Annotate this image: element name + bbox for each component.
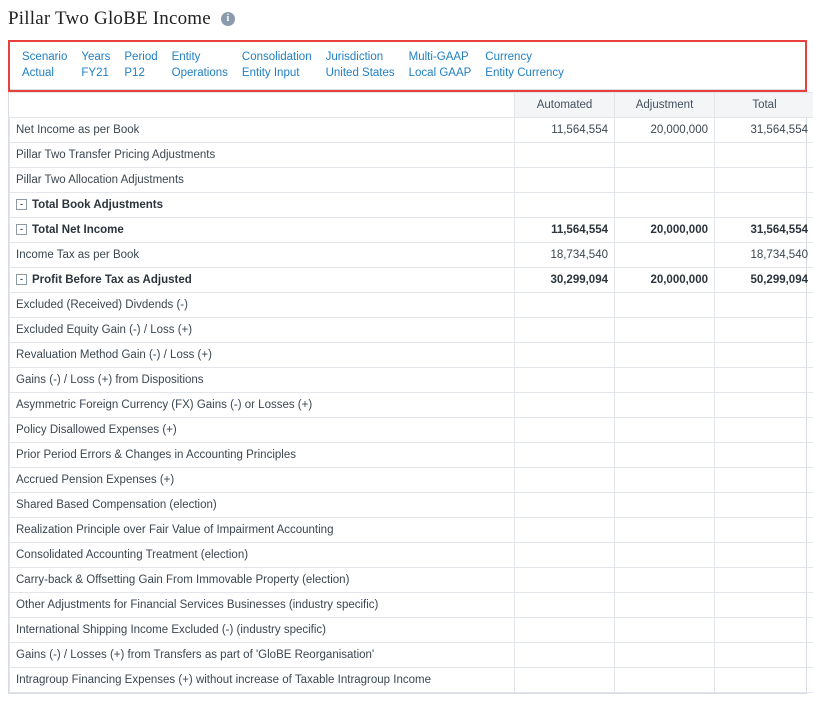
row-label-cell[interactable]: [10, 568, 515, 593]
grid-header-row: [10, 93, 813, 118]
row-label-cell[interactable]: [10, 643, 515, 668]
cell-automated[interactable]: [515, 343, 615, 368]
table-row[interactable]: [10, 493, 813, 518]
cell-total[interactable]: [715, 543, 813, 568]
table-row[interactable]: [10, 643, 813, 668]
table-row[interactable]: [10, 193, 813, 218]
cell-adjustment[interactable]: 20,000,000: [615, 118, 715, 143]
cell-adjustment[interactable]: [615, 193, 715, 218]
row-label-cell[interactable]: [10, 268, 515, 293]
row-label: Net Income as per Book: [16, 123, 140, 136]
cell-automated[interactable]: [515, 168, 615, 193]
row-label: Excluded Equity Gain (-) / Loss (+): [16, 323, 193, 336]
cell-adjustment[interactable]: [615, 343, 715, 368]
column-header[interactable]: Adjustment: [615, 93, 715, 118]
cell-adjustment[interactable]: [615, 143, 715, 168]
cell-automated[interactable]: [515, 418, 615, 443]
row-label-cell[interactable]: [10, 618, 515, 643]
row-label: Consolidated Accounting Treatment (election): [16, 548, 249, 561]
cell-adjustment[interactable]: [615, 368, 715, 393]
cell-adjustment[interactable]: [615, 393, 715, 418]
pov-item-label: Jurisdiction: [325, 51, 384, 63]
collapse-expander-icon[interactable]: -: [16, 199, 27, 210]
table-row[interactable]: [10, 268, 813, 293]
cell-total[interactable]: [715, 443, 813, 468]
cell-total[interactable]: [715, 193, 813, 218]
cell-total[interactable]: 31,564,554: [715, 118, 813, 143]
cell-automated[interactable]: 11,564,554: [515, 218, 615, 243]
row-label: Policy Disallowed Expenses (+): [16, 423, 177, 436]
cell-adjustment[interactable]: [615, 168, 715, 193]
pov-item-jurisdiction[interactable]: [320, 49, 403, 81]
cell-adjustment[interactable]: 20,000,000: [615, 218, 715, 243]
table-row[interactable]: [10, 618, 813, 643]
row-label: Carry-back & Offsetting Gain From Immovable Property (election): [16, 573, 350, 586]
table-row[interactable]: [10, 118, 813, 143]
row-label-cell[interactable]: [10, 193, 515, 218]
table-row[interactable]: [10, 368, 813, 393]
table-row[interactable]: [10, 593, 813, 618]
row-label: Excluded (Received) Divdends (-): [16, 298, 188, 311]
cell-automated[interactable]: [515, 668, 615, 693]
cell-adjustment[interactable]: [615, 643, 715, 668]
table-row[interactable]: [10, 668, 813, 693]
cell-adjustment[interactable]: [615, 593, 715, 618]
pov-item-label: Years: [81, 51, 111, 63]
cell-adjustment[interactable]: [615, 543, 715, 568]
cell-total[interactable]: [715, 293, 813, 318]
grid-corner-cell: [10, 93, 515, 118]
cell-total[interactable]: [715, 393, 813, 418]
row-label: Pillar Two Allocation Adjustments: [16, 173, 184, 186]
table-row[interactable]: [10, 543, 813, 568]
pov-bar: [8, 40, 807, 92]
page-title-row: [0, 0, 813, 40]
row-label: Pillar Two Transfer Pricing Adjustments: [16, 148, 216, 161]
cell-automated[interactable]: [515, 643, 615, 668]
cell-total[interactable]: 31,564,554: [715, 218, 813, 243]
pov-bar-items: [10, 42, 805, 90]
cell-adjustment[interactable]: 20,000,000: [615, 268, 715, 293]
row-label-cell[interactable]: [10, 318, 515, 343]
row-label: Other Adjustments for Financial Services Businesses (industry specific): [16, 598, 379, 611]
cell-automated[interactable]: [515, 568, 615, 593]
column-header[interactable]: Total: [715, 93, 813, 118]
row-label: Asymmetric Foreign Currency (FX) Gains (-) or Losses (+): [16, 398, 313, 411]
cell-automated[interactable]: [515, 318, 615, 343]
cell-automated[interactable]: [515, 468, 615, 493]
cell-automated[interactable]: [515, 368, 615, 393]
row-label: Total Net Income: [32, 223, 124, 236]
cell-automated[interactable]: 11,564,554: [515, 118, 615, 143]
table-row[interactable]: [10, 143, 813, 168]
info-icon[interactable]: i: [221, 12, 235, 26]
row-label-cell[interactable]: [10, 468, 515, 493]
cell-adjustment[interactable]: [615, 668, 715, 693]
row-label-cell[interactable]: [10, 143, 515, 168]
cell-automated[interactable]: [515, 543, 615, 568]
pov-item-value[interactable]: Actual: [22, 67, 54, 79]
table-row[interactable]: [10, 518, 813, 543]
row-label: Gains (-) / Loss (+) from Dispositions: [16, 373, 204, 386]
pov-item-years[interactable]: [75, 49, 118, 81]
cell-automated[interactable]: [515, 193, 615, 218]
table-row[interactable]: [10, 468, 813, 493]
table-row[interactable]: [10, 218, 813, 243]
table-row[interactable]: [10, 443, 813, 468]
row-label-cell[interactable]: [10, 668, 515, 693]
column-header[interactable]: Automated: [515, 93, 615, 118]
row-label-cell[interactable]: [10, 243, 515, 268]
cell-automated[interactable]: 30,299,094: [515, 268, 615, 293]
row-label-cell[interactable]: [10, 343, 515, 368]
page-title: Pillar Two GloBE Income: [8, 8, 211, 29]
pov-item-label: Period: [124, 51, 158, 63]
cell-total[interactable]: [715, 468, 813, 493]
row-label: Shared Based Compensation (election): [16, 498, 217, 511]
cell-adjustment[interactable]: [615, 493, 715, 518]
row-label: International Shipping Income Excluded (-) (industry specific): [16, 623, 327, 636]
pov-item-value[interactable]: United States: [325, 67, 395, 79]
row-label: Revaluation Method Gain (-) / Loss (+): [16, 348, 212, 361]
row-label: Total Book Adjustments: [32, 198, 163, 211]
pov-item-label: Multi-GAAP: [408, 51, 469, 63]
pov-item-scenario[interactable]: [16, 49, 75, 81]
cell-total[interactable]: [715, 643, 813, 668]
pov-item-value[interactable]: Entity Currency: [485, 67, 564, 79]
cell-total[interactable]: [715, 343, 813, 368]
row-label-cell[interactable]: [10, 218, 515, 243]
collapse-expander-icon[interactable]: -: [16, 224, 27, 235]
cell-automated[interactable]: [515, 493, 615, 518]
cell-total[interactable]: [715, 318, 813, 343]
row-label: Prior Period Errors & Changes in Accounting Principles: [16, 448, 296, 461]
cell-total[interactable]: [715, 368, 813, 393]
cell-total[interactable]: [715, 493, 813, 518]
row-label-cell[interactable]: [10, 518, 515, 543]
cell-adjustment[interactable]: [615, 518, 715, 543]
cell-automated[interactable]: [515, 393, 615, 418]
pov-item-multi-gaap[interactable]: [403, 49, 480, 81]
pov-item-label: Consolidation: [241, 51, 312, 63]
table-row[interactable]: [10, 343, 813, 368]
pov-item-label: Scenario: [22, 51, 68, 63]
row-label-cell[interactable]: [10, 368, 515, 393]
row-label: Intragroup Financing Expenses (+) without increase of Taxable Intragroup Income: [16, 673, 431, 686]
pov-item-value[interactable]: Local GAAP: [408, 67, 472, 79]
cell-automated[interactable]: [515, 443, 615, 468]
cell-automated[interactable]: [515, 143, 615, 168]
cell-adjustment[interactable]: [615, 568, 715, 593]
cell-total[interactable]: [715, 168, 813, 193]
table-row[interactable]: [10, 318, 813, 343]
cell-total[interactable]: [715, 418, 813, 443]
pov-item-entity[interactable]: [166, 49, 236, 81]
pov-item-value[interactable]: Operations: [171, 67, 228, 79]
row-label-cell[interactable]: [10, 168, 515, 193]
pov-item-value[interactable]: FY21: [81, 67, 109, 79]
row-label-cell[interactable]: [10, 293, 515, 318]
data-grid: [8, 92, 807, 694]
row-label-cell[interactable]: [10, 418, 515, 443]
pov-item-period[interactable]: [118, 49, 165, 81]
grid-body: [10, 118, 813, 693]
cell-automated[interactable]: [515, 593, 615, 618]
cell-automated[interactable]: 18,734,540: [515, 243, 615, 268]
pov-item-value[interactable]: Entity Input: [241, 67, 300, 79]
cell-automated[interactable]: [515, 293, 615, 318]
cell-adjustment[interactable]: [615, 318, 715, 343]
cell-total[interactable]: [715, 568, 813, 593]
cell-adjustment[interactable]: [615, 293, 715, 318]
cell-total[interactable]: [715, 618, 813, 643]
table-row[interactable]: [10, 418, 813, 443]
row-label: Accrued Pension Expenses (+): [16, 473, 175, 486]
pov-item-label: Currency: [485, 51, 532, 63]
row-label: Profit Before Tax as Adjusted: [32, 273, 192, 286]
grid-header: [10, 93, 813, 118]
row-label-cell[interactable]: [10, 393, 515, 418]
pov-item-label: Entity: [171, 51, 201, 63]
cell-adjustment[interactable]: [615, 618, 715, 643]
cell-automated[interactable]: [515, 618, 615, 643]
cell-adjustment[interactable]: [615, 443, 715, 468]
row-label-cell[interactable]: [10, 118, 515, 143]
row-label-cell[interactable]: [10, 543, 515, 568]
cell-adjustment[interactable]: [615, 468, 715, 493]
collapse-expander-icon[interactable]: -: [16, 274, 27, 285]
pov-item-value[interactable]: P12: [124, 67, 145, 79]
pov-item-consolidation[interactable]: [236, 49, 320, 81]
cell-adjustment[interactable]: [615, 418, 715, 443]
cell-adjustment[interactable]: [615, 243, 715, 268]
cell-total[interactable]: 50,299,094: [715, 268, 813, 293]
table-row[interactable]: [10, 293, 813, 318]
table-row[interactable]: [10, 568, 813, 593]
cell-total[interactable]: 18,734,540: [715, 243, 813, 268]
cell-total[interactable]: [715, 593, 813, 618]
grid-table: [9, 92, 813, 693]
row-label: Gains (-) / Losses (+) from Transfers as part of 'GloBE Reorganisation': [16, 648, 375, 661]
table-row[interactable]: [10, 168, 813, 193]
row-label-cell[interactable]: [10, 593, 515, 618]
row-label-cell[interactable]: [10, 493, 515, 518]
row-label: Income Tax as per Book: [16, 248, 140, 261]
table-row[interactable]: [10, 393, 813, 418]
cell-total[interactable]: [715, 143, 813, 168]
row-label-cell[interactable]: [10, 443, 515, 468]
row-label: Realization Principle over Fair Value of Impairment Accounting: [16, 523, 334, 536]
cell-total[interactable]: [715, 518, 813, 543]
pov-item-currency[interactable]: [479, 49, 572, 81]
table-row[interactable]: [10, 243, 813, 268]
cell-automated[interactable]: [515, 518, 615, 543]
cell-total[interactable]: [715, 668, 813, 693]
